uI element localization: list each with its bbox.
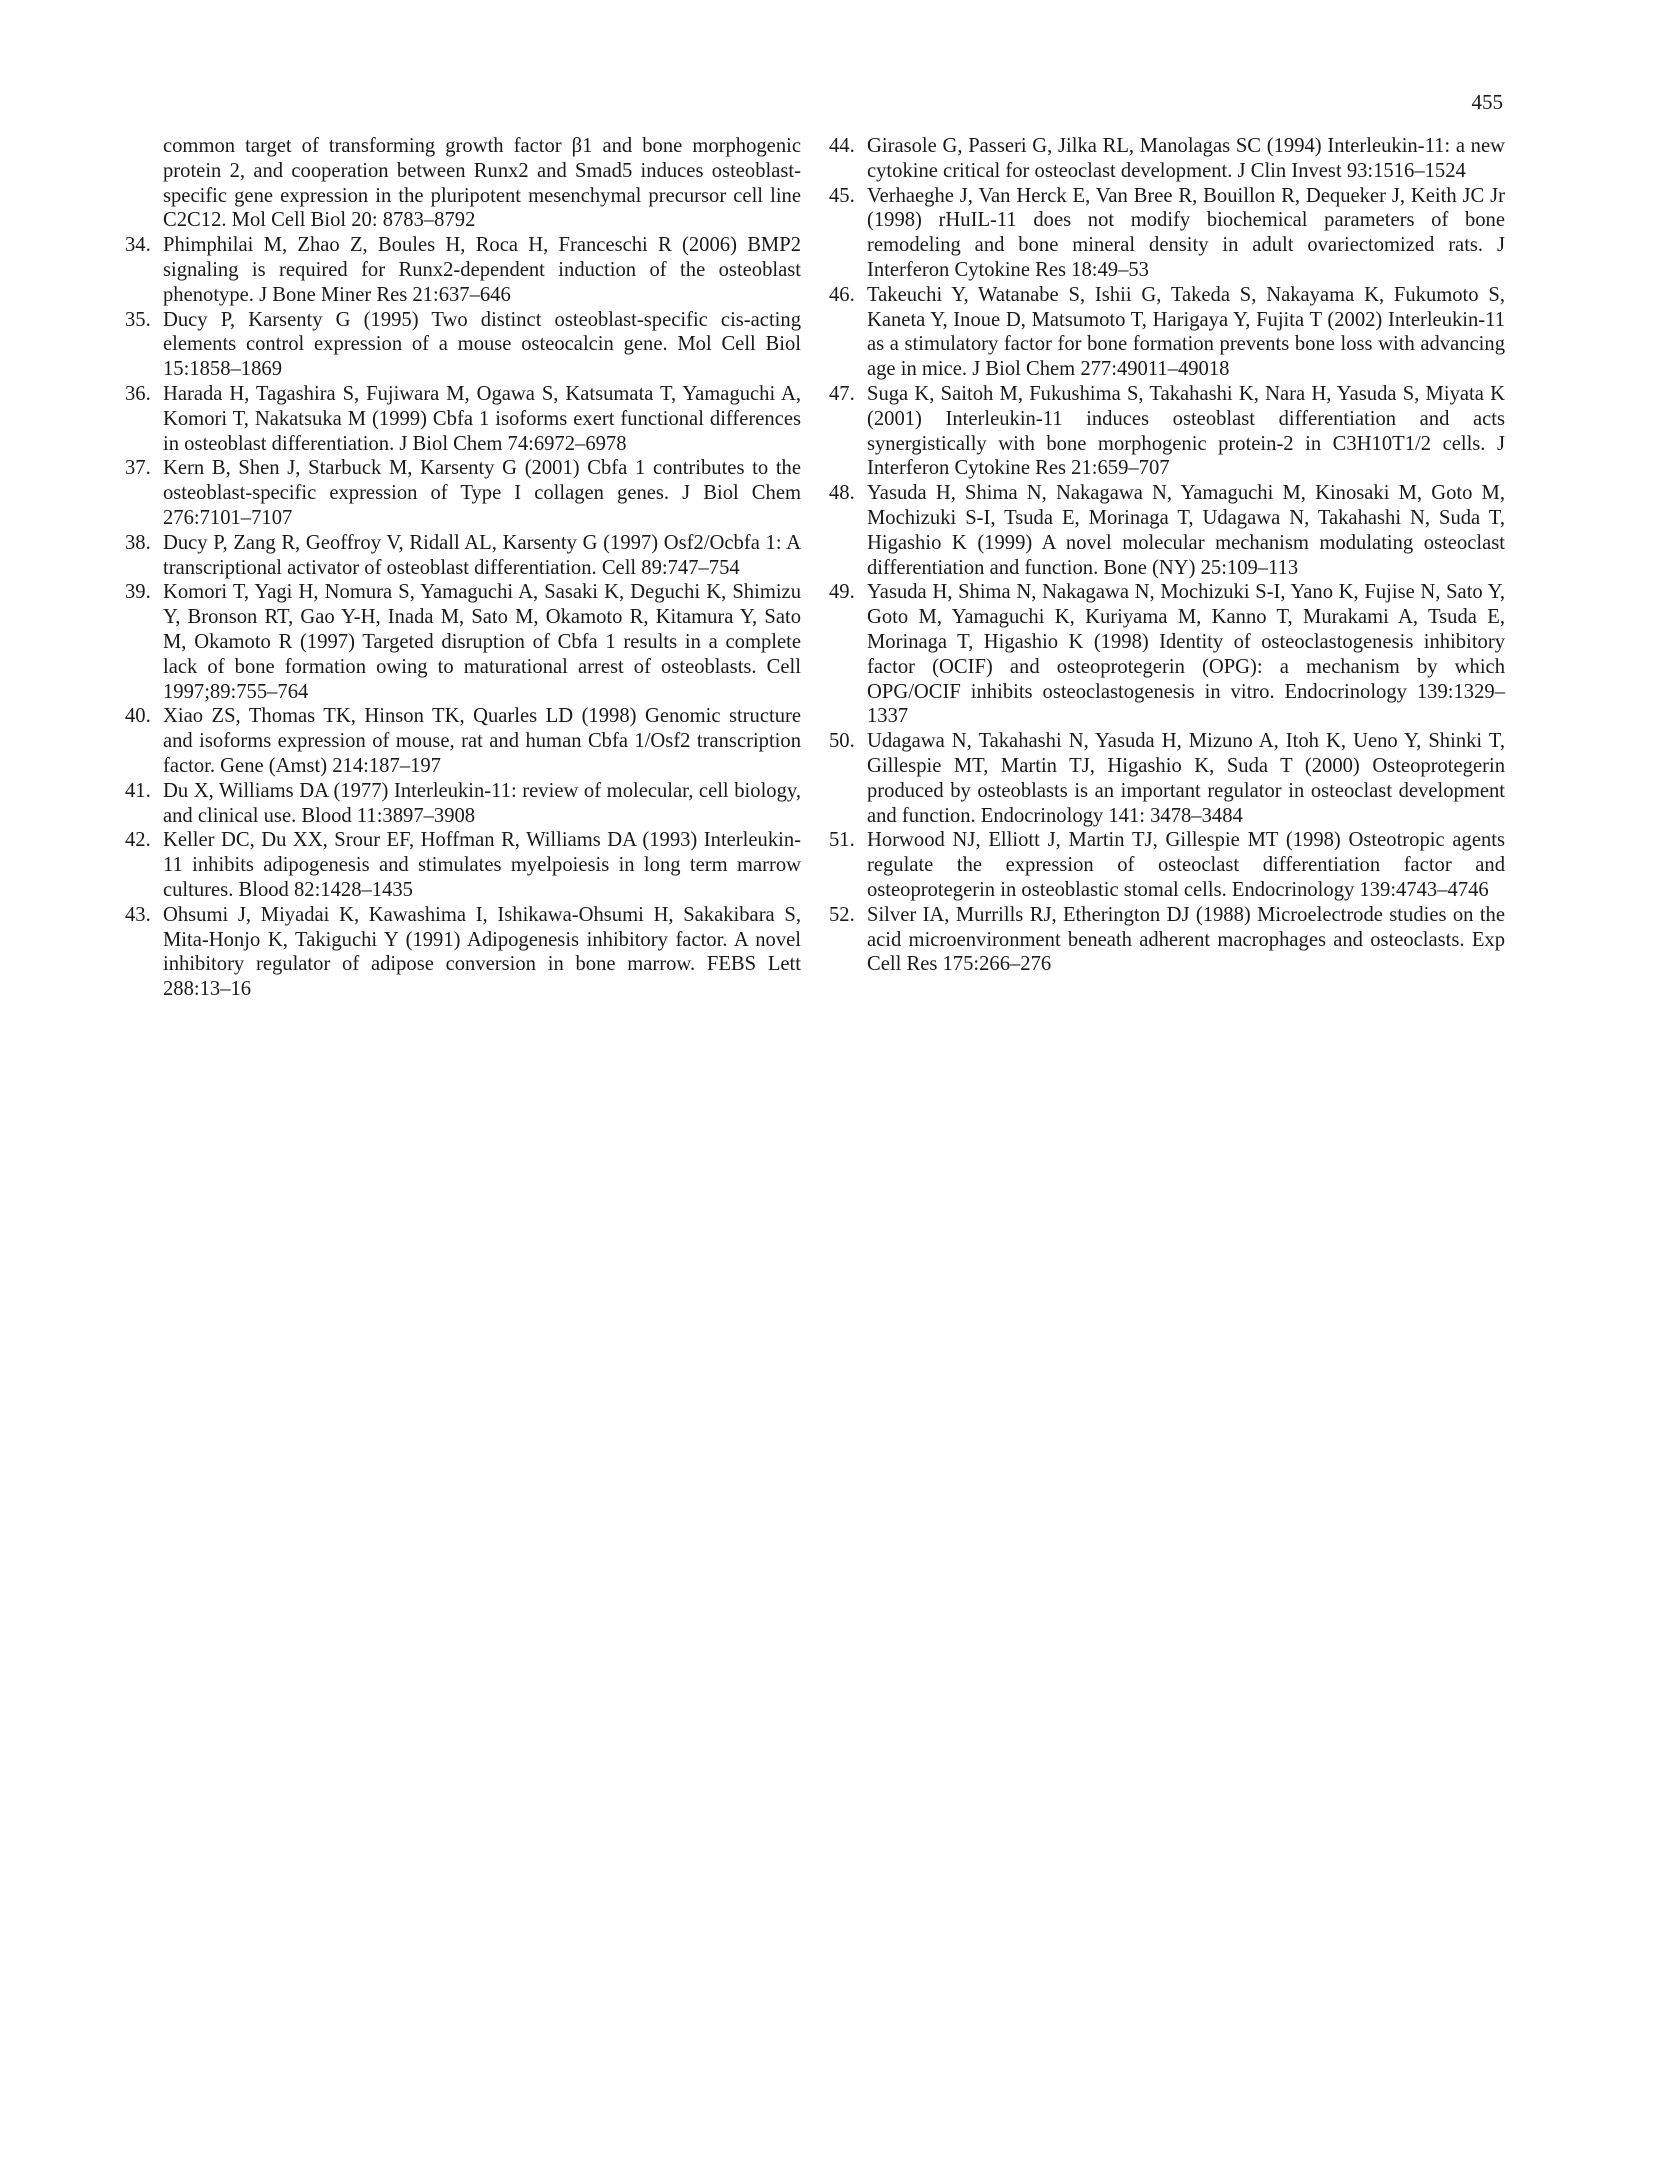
reference-entry [829, 134, 1505, 184]
reference-number: 49. [829, 581, 855, 604]
reference-number: 34. [125, 234, 151, 257]
reference-text: Takeuchi Y, Watanabe S, Ishii G, Takeda S, Nakayama K, Fukumoto S, Kaneta Y, Inoue D, Matsumoto T, Harigaya Y, Fujita T (2002) Interleukin-11 as a stimulatory factor for bone formation prevents bone loss with advancing age in mice. J Biol Chem 277:49011–49018 [867, 283, 1505, 381]
reference-entry [125, 704, 801, 778]
reference-text: Verhaeghe J, Van Herck E, Van Bree R, Bouillon R, Dequeker J, Keith JC Jr (1998) rHuIL-11 does not modify biochemical parameters of bone remodeling and bone mineral density in adult ovariectomized rats. J Interferon Cytokine Res 18:49–53 [867, 184, 1505, 281]
reference-text: Kern B, Shen J, Starbuck M, Karsenty G (2001) Cbfa 1 contributes to the osteoblast-specific expression of Type I collagen genes. J Biol Chem 276:7101–7107 [163, 457, 801, 529]
reference-number: 41. [125, 779, 151, 802]
reference-text: Harada H, Tagashira S, Fujiwara M, Ogawa S, Katsumata T, Yamaguchi A, Komori T, Nakatsuka M (1999) Cbfa 1 isoforms exert functional differences in osteoblast differentiation. J Biol Chem 74:6972–6978 [163, 382, 801, 455]
reference-entry [829, 729, 1505, 828]
reference-text: Suga K, Saitoh M, Fukushima S, Takahashi K, Nara H, Yasuda S, Miyata K (2001) Interleukin-11 induces osteoblast differentiation and acts synergistically with bone morphogenic protein-2 in C3H10T1/2 cells. J Interferon Cytokine Res 21:659–707 [867, 382, 1505, 480]
reference-text: Ohsumi J, Miyadai K, Kawashima I, Ishikawa-Ohsumi H, Sakakibara S, Mita-Honjo K, Takiguchi Y (1991) Adipogenesis inhibitory factor. A novel inhibitory regulator of adipose conversion in bone marrow. FEBS Lett 288:13–16 [163, 903, 801, 1001]
reference-entry [829, 580, 1505, 729]
reference-text: Ducy P, Karsenty G (1995) Two distinct osteoblast-specific cis-acting elements control expression of a mouse osteocalcin gene. Mol Cell Biol 15:1858–1869 [163, 308, 801, 381]
reference-entry [125, 828, 801, 902]
reference-entry [125, 903, 801, 1002]
reference-entry [829, 382, 1505, 481]
page-number: 455 [1471, 90, 1503, 114]
reference-number: 42. [125, 829, 151, 852]
reference-number: 46. [829, 283, 855, 306]
reference-entry [125, 233, 801, 307]
reference-number: 47. [829, 382, 855, 405]
reference-entry [829, 903, 1505, 977]
reference-number: 51. [829, 829, 855, 852]
reference-list-left [125, 233, 801, 1002]
reference-entry [829, 184, 1505, 283]
reference-entry [125, 382, 801, 456]
reference-text: Phimphilai M, Zhao Z, Boules H, Roca H, Franceschi R (2006) BMP2 signaling is required for Runx2-dependent induction of the osteoblast phenotype. J Bone Miner Res 21:637–646 [163, 234, 801, 306]
reference-entry [829, 481, 1505, 580]
reference-number: 37. [125, 457, 151, 480]
reference-entry [125, 308, 801, 382]
reference-33-continuation: common target of transforming growth factor β1 and bone morphogenic protein 2, and cooperation between Runx2 and Smad5 induces osteoblast-specific gene expression in the pluripotent mesenchymal precursor cell line C2C12. Mol Cell Biol 20: 8783–8792 [163, 135, 801, 232]
reference-number: 38. [125, 531, 151, 554]
reference-number: 36. [125, 382, 151, 405]
reference-entry [125, 456, 801, 530]
reference-text: Yasuda H, Shima N, Nakagawa N, Yamaguchi M, Kinosaki M, Goto M, Mochizuki S-I, Tsuda E, Morinaga T, Udagawa N, Takahashi N, Suda T, Higashio K (1999) A novel molecular mechanism modulating osteoclast differentiation and function. Bone (NY) 25:109–113 [867, 482, 1505, 579]
reference-text: Du X, Williams DA (1977) Interleukin-11: review of molecular, cell biology, and clinical use. Blood 11:3897–3908 [163, 779, 801, 827]
reference-entry [125, 779, 801, 829]
reference-text: Silver IA, Murrills RJ, Etherington DJ (1988) Microelectrode studies on the acid microenvironment beneath adherent macrophages and osteoclasts. Exp Cell Res 175:266–276 [867, 903, 1505, 976]
reference-column-right [829, 134, 1505, 977]
reference-number: 52. [829, 903, 855, 926]
reference-number: 48. [829, 482, 855, 505]
reference-text: Ducy P, Zang R, Geoffroy V, Ridall AL, Karsenty G (1997) Osf2/Ocbfa 1: A transcriptional activator of osteoblast differentiation. Cell 89:747–754 [163, 531, 801, 579]
reference-text: Xiao ZS, Thomas TK, Hinson TK, Quarles LD (1998) Genomic structure and isoforms expression of mouse, rat and human Cbfa 1/Osf2 transcription factor. Gene (Amst) 214:187–197 [163, 705, 801, 777]
reference-entry [125, 531, 801, 581]
reference-text: Keller DC, Du XX, Srour EF, Hoffman R, Williams DA (1993) Interleukin-11 inhibits adipogenesis and stimulates myelpoiesis in long term marrow cultures. Blood 82:1428–1435 [163, 829, 801, 901]
reference-column-left [125, 134, 801, 1002]
reference-entry [829, 283, 1505, 382]
reference-text: Horwood NJ, Elliott J, Martin TJ, Gillespie MT (1998) Osteotropic agents regulate the expression of osteoclast differentiation factor and osteoprotegerin in osteoblastic stomal cells. Endocrinology 139:4743–4746 [867, 829, 1505, 901]
reference-list-right [829, 134, 1505, 977]
reference-number: 43. [125, 903, 151, 926]
reference-text: Udagawa N, Takahashi N, Yasuda H, Mizuno A, Itoh K, Ueno Y, Shinki T, Gillespie MT, Martin TJ, Higashio K, Suda T (2000) Osteoprotegerin produced by osteoblasts is an important regulator in osteoclast development and function. Endocrinology 141: 3478–3484 [867, 730, 1505, 827]
reference-text: Komori T, Yagi H, Nomura S, Yamaguchi A, Sasaki K, Deguchi K, Shimizu Y, Bronson RT, Gao Y-H, Inada M, Sato M, Okamoto R, Kitamura Y, Sato M, Okamoto R (1997) Targeted disruption of Cbfa 1 results in a complete lack of bone formation owing to maturational arrest of osteoblasts. Cell 1997;89:755–764 [163, 581, 801, 703]
reference-number: 50. [829, 730, 855, 753]
reference-number: 39. [125, 581, 151, 604]
reference-entry [125, 580, 801, 704]
reference-number: 40. [125, 705, 151, 728]
reference-text: Yasuda H, Shima N, Nakagawa N, Mochizuki S-I, Yano K, Fujise N, Sato Y, Goto M, Yamaguchi K, Kuriyama M, Kanno T, Murakami A, Tsuda E, Morinaga T, Higashio K (1998) Identity of osteoclastogenesis inhibitory factor (OCIF) and osteoprotegerin (OPG): a mechanism by which OPG/OCIF inhibits osteoclastogenesis in vitro. Endocrinology 139:1329–1337 [867, 581, 1505, 728]
reference-text: Girasole G, Passeri G, Jilka RL, Manolagas SC (1994) Interleukin-11: a new cytokine critical for osteoclast development. J Clin Invest 93:1516–1524 [867, 135, 1505, 182]
reference-entry [829, 828, 1505, 902]
reference-number: 45. [829, 184, 855, 207]
reference-number: 44. [829, 135, 855, 157]
reference-number: 35. [125, 308, 151, 331]
